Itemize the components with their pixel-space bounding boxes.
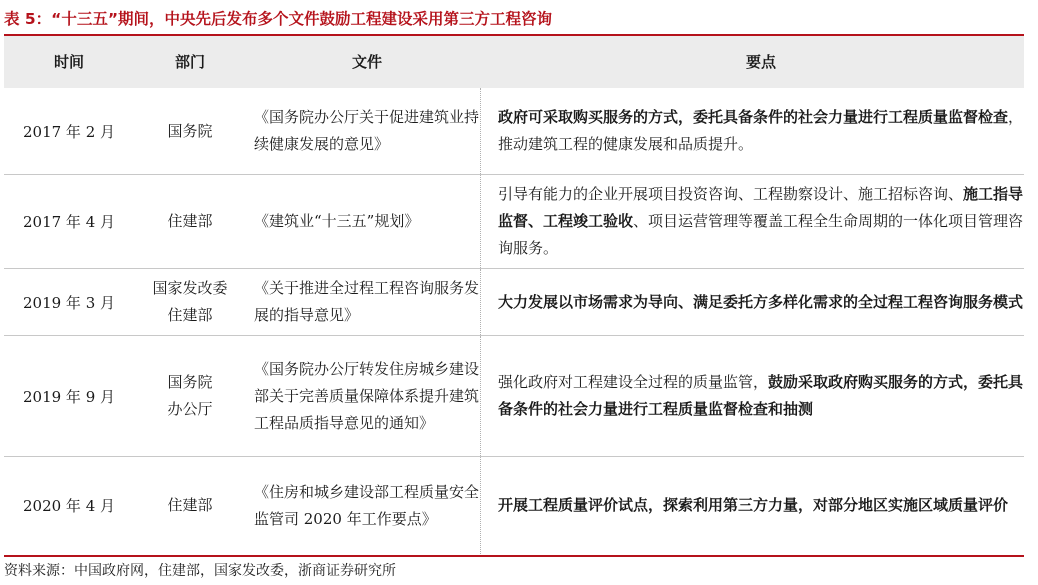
header-doc: 文件: [351, 53, 382, 71]
row-time: 2019 年 3 月: [22, 293, 116, 312]
row-key-bold: 政府可采取购买服务的方式，委托具备条件的社会力量进行工程质量监督检查: [498, 108, 1009, 126]
row-doc: 《建筑业“十三五”规划》: [254, 212, 420, 230]
table-header: [4, 36, 1024, 88]
row-key-plain: 引导有能力的企业开展项目投资咨询、工程勘察设计、施工招标咨询、: [498, 185, 964, 203]
row-key: [498, 492, 1008, 519]
row-key-plain: ，推动建筑工程的健康发展和品质提升。: [498, 108, 1024, 153]
row-doc: 《住房和城乡建设部工程质量安全监管司 2020 年工作要点》: [254, 482, 480, 528]
row-key-bold: 施工指导监督、工程竣工验收: [498, 185, 1024, 230]
row-dept: 国务院办公厅: [167, 373, 213, 418]
row-key: [498, 369, 1024, 423]
row-doc: 《国务院办公厅转发住房城乡建设部关于完善质量保障体系提升建筑工程品质指导意见的通知》: [254, 359, 480, 432]
row-dept: 住建部: [167, 212, 213, 230]
row-time: 2017 年 2 月: [22, 122, 116, 141]
table-row: [4, 457, 1024, 554]
row-doc: 《关于推进全过程工程咨询服务发展的指导意见》: [254, 279, 480, 324]
row-key-bold: 鼓励采取政府购买服务的方式，委托具备条件的社会力量进行工程质量监督检查和抽测: [498, 373, 1024, 418]
source-note: 资料来源：中国政府网，住建部，国家发改委，浙商证券研究所: [4, 563, 396, 579]
header-dept: 部门: [174, 53, 205, 71]
row-key: [498, 289, 1023, 316]
row-dept: 国务院: [167, 121, 213, 140]
table-title: 表 5：“十三五”期间，中央先后发布多个文件鼓励工程建设采用第三方工程咨询: [4, 10, 553, 28]
header-key: 要点: [745, 53, 776, 71]
row-key: [498, 181, 1024, 262]
row-time: 2019 年 9 月: [22, 387, 116, 406]
table-row: [4, 336, 1024, 456]
table-row: [4, 175, 1024, 268]
row-time: 2020 年 4 月: [22, 497, 116, 515]
table-row: [4, 269, 1024, 335]
table-row: [4, 88, 1024, 174]
bottom-rule: [4, 555, 1024, 557]
row-key-bold: 大力发展以市场需求为导向、满足委托方多样化需求的全过程工程咨询服务模式: [498, 292, 1024, 311]
row-key-plain: 强化政府对工程建设全过程的质量监管，: [498, 373, 769, 391]
row-time: 2017 年 4 月: [22, 213, 116, 231]
row-key-plain: 、项目运营管理等覆盖工程全生命周期的一体化项目管理咨询服务。: [498, 212, 1024, 257]
row-dept: 住建部: [167, 496, 213, 514]
row-doc: 《国务院办公厅关于促进建筑业持续健康发展的意见》: [254, 108, 480, 153]
row-dept: 国家发改委住建部: [152, 279, 228, 324]
row-key: [498, 104, 1024, 158]
row-key-bold: 开展工程质量评价试点，探索利用第三方力量，对部分地区实施区域质量评价: [498, 496, 1009, 514]
header-time: 时间: [53, 53, 84, 71]
